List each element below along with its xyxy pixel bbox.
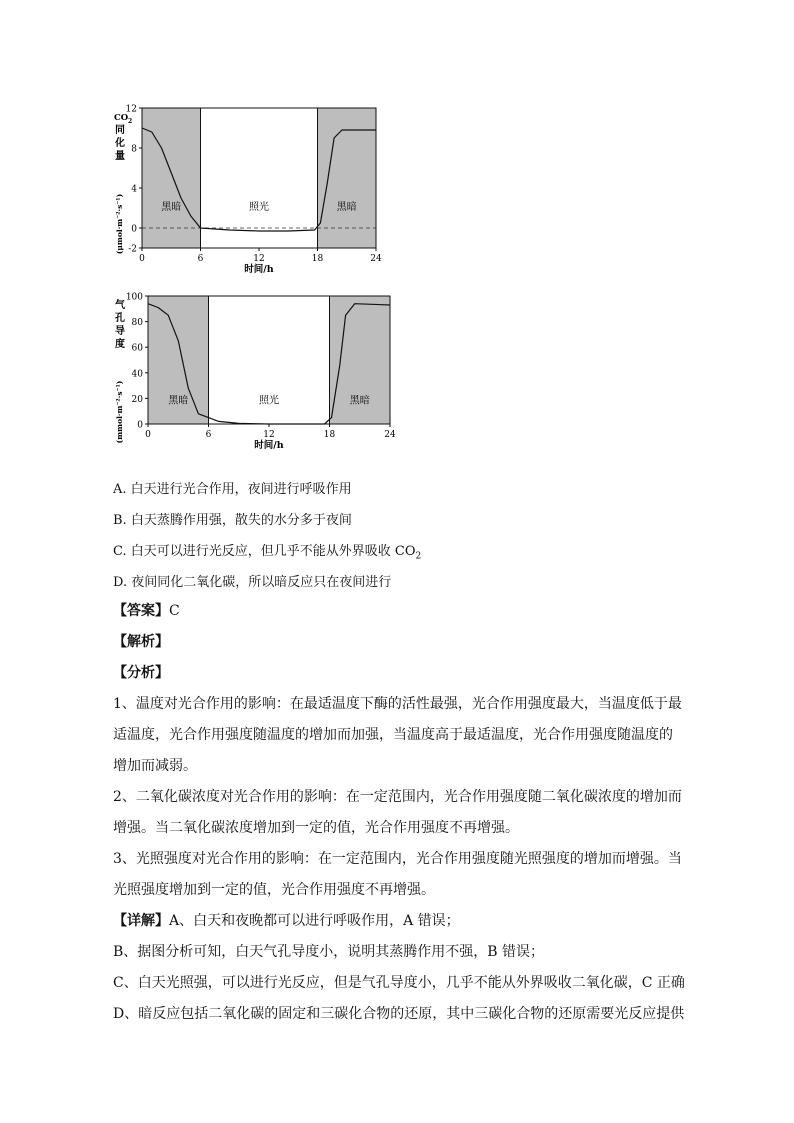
x-tick-label: 12 [253, 254, 265, 264]
body-line: 3、光照强度对光合作用的影响：在一定范围内，光合作用强度随光照强度的增加而增强。当 [113, 851, 682, 867]
y-tick-label: 40 [131, 369, 143, 380]
y-axis-unit: (μmol·m⁻²·s⁻¹) [115, 193, 124, 255]
region-label: 黑暗 [161, 202, 182, 213]
x-tick-label: 6 [205, 430, 212, 440]
x-tick-label: 24 [370, 254, 382, 264]
co2-assimilation-svg [108, 98, 398, 278]
option-c: C. 白天可以进行光反应，但几乎不能从外界吸收 $CO_2$ [113, 544, 422, 562]
x-tick-label: 6 [197, 254, 204, 264]
x-tick-label: 18 [323, 430, 336, 440]
detail-line: B、据图分析可知，白天气孔导度小，说明其蒸腾作用不强，B 错误； [113, 944, 545, 960]
y-tick-label: -2 [128, 244, 137, 255]
y-tick-label: 8 [131, 144, 137, 155]
y-axis-unit: (mmol·m⁻²·s⁻¹) [115, 380, 124, 444]
body-line: 2、二氧化碳浓度对光合作用的影响：在一定范围内，光合作用强度随二氧化碳浓度的增加而 [113, 789, 682, 805]
body-line: 光照强度增加到一定的值，光合作用强度不再增强。 [113, 882, 435, 898]
detail-tag: 【详解】 [113, 913, 169, 929]
region-band [318, 108, 377, 248]
option-d: D. 夜间同化二氧化碳，所以暗反应只在夜间进行 [113, 575, 392, 590]
x-axis-label: 时间/h [254, 440, 284, 451]
y-axis-label-char: 度 [115, 339, 125, 350]
y-axis-label-char: 气 [115, 300, 125, 311]
x-tick-label: 0 [145, 430, 151, 440]
detail-line: C、白天光照强，可以进行光反应，但是气孔导度小，几乎不能从外界吸收二氧化碳，C 正确 [113, 975, 685, 991]
x-tick-label: 18 [311, 254, 324, 264]
detail-line: D、暗反应包括二氧化碳的固定和三碳化合物的还原，其中三碳化合物的还原需要光反应提供 [113, 1006, 685, 1022]
x-tick-label: 0 [139, 254, 145, 264]
answer-line [113, 596, 683, 627]
option-b: B. 白天蒸腾作用强，散失的水分多于夜间 [113, 513, 352, 528]
option-c-subscript: 2 [415, 551, 422, 562]
solution-block [113, 596, 683, 1030]
region-band [142, 108, 201, 248]
answer-tag: 【答案】 [113, 603, 169, 619]
y-axis-label-char: 同 [115, 125, 125, 136]
y-axis-label-char: 量 [115, 151, 125, 162]
fenxi-tag: 【分析】 [113, 665, 169, 681]
option-a: A. 白天进行光合作用，夜间进行呼吸作用 [113, 482, 352, 497]
x-tick-label: 12 [263, 430, 275, 440]
body-line: 增加而减弱。 [113, 758, 197, 774]
region-label: 黑暗 [168, 395, 189, 407]
y-tick-label: 60 [131, 343, 143, 354]
analysis-tag: 【解析】 [113, 634, 169, 650]
x-tick-label: 24 [384, 430, 396, 440]
y-axis-chem-subscript: 2 [128, 118, 133, 125]
region-label: 照光 [249, 202, 269, 213]
x-axis-label: 时间/h [244, 264, 274, 275]
y-tick-label: 100 [125, 292, 143, 303]
body-line: 适温度，光合作用强度随温度的增加而加强，当温度高于最适温度，光合作用强度随温度的 [113, 727, 673, 743]
y-axis-chem-label: CO [114, 113, 129, 123]
y-tick-label: 4 [131, 184, 137, 195]
co2-assimilation-chart [108, 98, 398, 278]
region-label: 黑暗 [336, 202, 357, 213]
y-axis-label-char: 孔 [115, 313, 125, 324]
region-label: 黑暗 [349, 395, 370, 407]
region-label: 照光 [259, 395, 279, 407]
y-axis-label-char: 导 [115, 326, 125, 337]
y-tick-label: 0 [131, 224, 137, 235]
body-line: 1、温度对光合作用的影响：在最适温度下酶的活性最强，光合作用强度最大，当温度低于最 [113, 696, 682, 712]
body-line: 增强。当二氧化碳浓度增加到一定的值，光合作用强度不再增强。 [113, 820, 519, 836]
stomatal-conductance-chart [108, 288, 408, 470]
y-axis-label-char: 化 [115, 138, 125, 149]
stomatal-conductance-svg [108, 288, 408, 470]
y-tick-label: 80 [131, 318, 143, 329]
y-tick-label: 20 [131, 394, 143, 405]
y-tick-label: 0 [137, 420, 143, 431]
region-band [201, 108, 318, 248]
y-tick-label: 12 [125, 104, 137, 115]
detail-line: 【详解】A、白天和夜晚都可以进行呼吸作用，A 错误； [113, 913, 460, 929]
answer-value: C [169, 603, 180, 619]
